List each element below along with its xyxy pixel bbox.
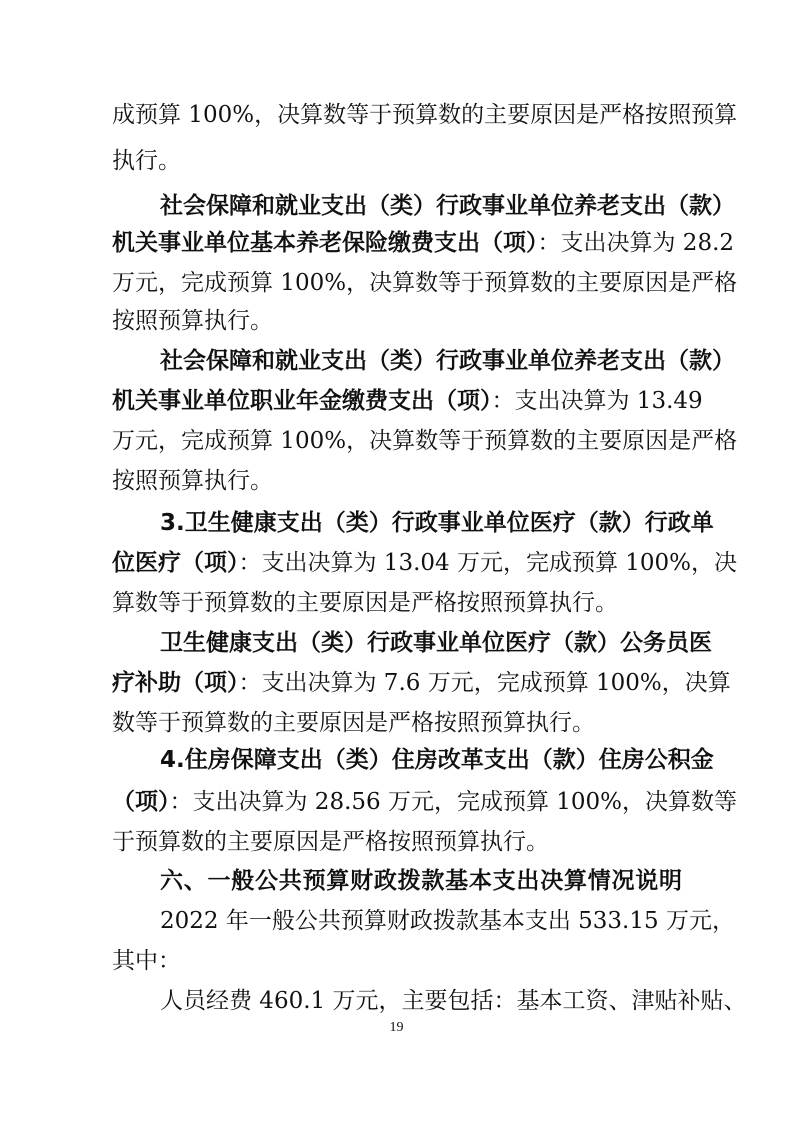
item-heading: 3.卫生健康支出（类）行政事业单位医疗（款）行政单 bbox=[160, 510, 714, 536]
item-heading: 4.住房保障支出（类）住房改革支出（款）住房公积金 bbox=[160, 747, 714, 773]
text-line: 执行。 bbox=[112, 148, 181, 174]
item-heading-cont: 疗补助（项） bbox=[112, 670, 239, 696]
item-heading: 社会保障和就业支出（类）行政事业单位养老支出（款） bbox=[160, 193, 735, 219]
text-line: 成预算 100%，决算数等于预算数的主要原因是严格按照预算 bbox=[112, 102, 738, 128]
text-line: 算数等于预算数的主要原因是严格按照预算执行。 bbox=[112, 590, 618, 616]
text-line bbox=[112, 228, 735, 258]
text-line bbox=[112, 787, 738, 817]
item-heading-cont: （项） bbox=[112, 789, 170, 815]
text-line: 数等于预算数的主要原因是严格按照预算执行。 bbox=[112, 710, 595, 736]
item-value: ：支出决算为 7.6 万元，完成预算 100%，决算 bbox=[238, 670, 731, 696]
text-line: 按照预算执行。 bbox=[112, 468, 273, 494]
text-line: 按照预算执行。 bbox=[112, 308, 273, 334]
text-line: 万元，完成预算 100%，决算数等于预算数的主要原因是严格 bbox=[112, 428, 738, 454]
item-heading-cont: 机关事业单位基本养老保险缴费支出（项） bbox=[112, 230, 538, 256]
text-line: 2022 年一般公共预算财政拨款基本支出 533.15 万元， bbox=[160, 908, 735, 934]
item-heading-cont: 位医疗（项） bbox=[112, 550, 239, 576]
item-heading: 社会保障和就业支出（类）行政事业单位养老支出（款） bbox=[160, 348, 735, 374]
item-value: ：支出决算为 13.49 bbox=[491, 388, 703, 414]
text-line: 于预算数的主要原因是严格按照预算执行。 bbox=[112, 829, 549, 855]
item-value: ：支出决算为 28.2 bbox=[537, 230, 735, 256]
text-line bbox=[112, 386, 703, 416]
section-heading: 六、一般公共预算财政拨款基本支出决算情况说明 bbox=[160, 868, 682, 894]
item-heading: 卫生健康支出（类）行政事业单位医疗（款）公务员医 bbox=[160, 630, 712, 656]
item-value: ：支出决算为 28.56 万元，完成预算 100%，决算数等 bbox=[169, 789, 738, 815]
text-line: 其中： bbox=[112, 948, 181, 974]
item-heading-cont: 机关事业单位职业年金缴费支出（项） bbox=[112, 388, 492, 414]
text-line: 人员经费 460.1 万元，主要包括：基本工资、津贴补贴、 bbox=[160, 988, 747, 1014]
text-line bbox=[112, 668, 731, 698]
page-number: 19 bbox=[389, 1020, 404, 1035]
text-line: 万元，完成预算 100%，决算数等于预算数的主要原因是严格 bbox=[112, 270, 738, 296]
text-line bbox=[112, 548, 738, 578]
item-value: ：支出决算为 13.04 万元，完成预算 100%，决 bbox=[238, 550, 738, 576]
